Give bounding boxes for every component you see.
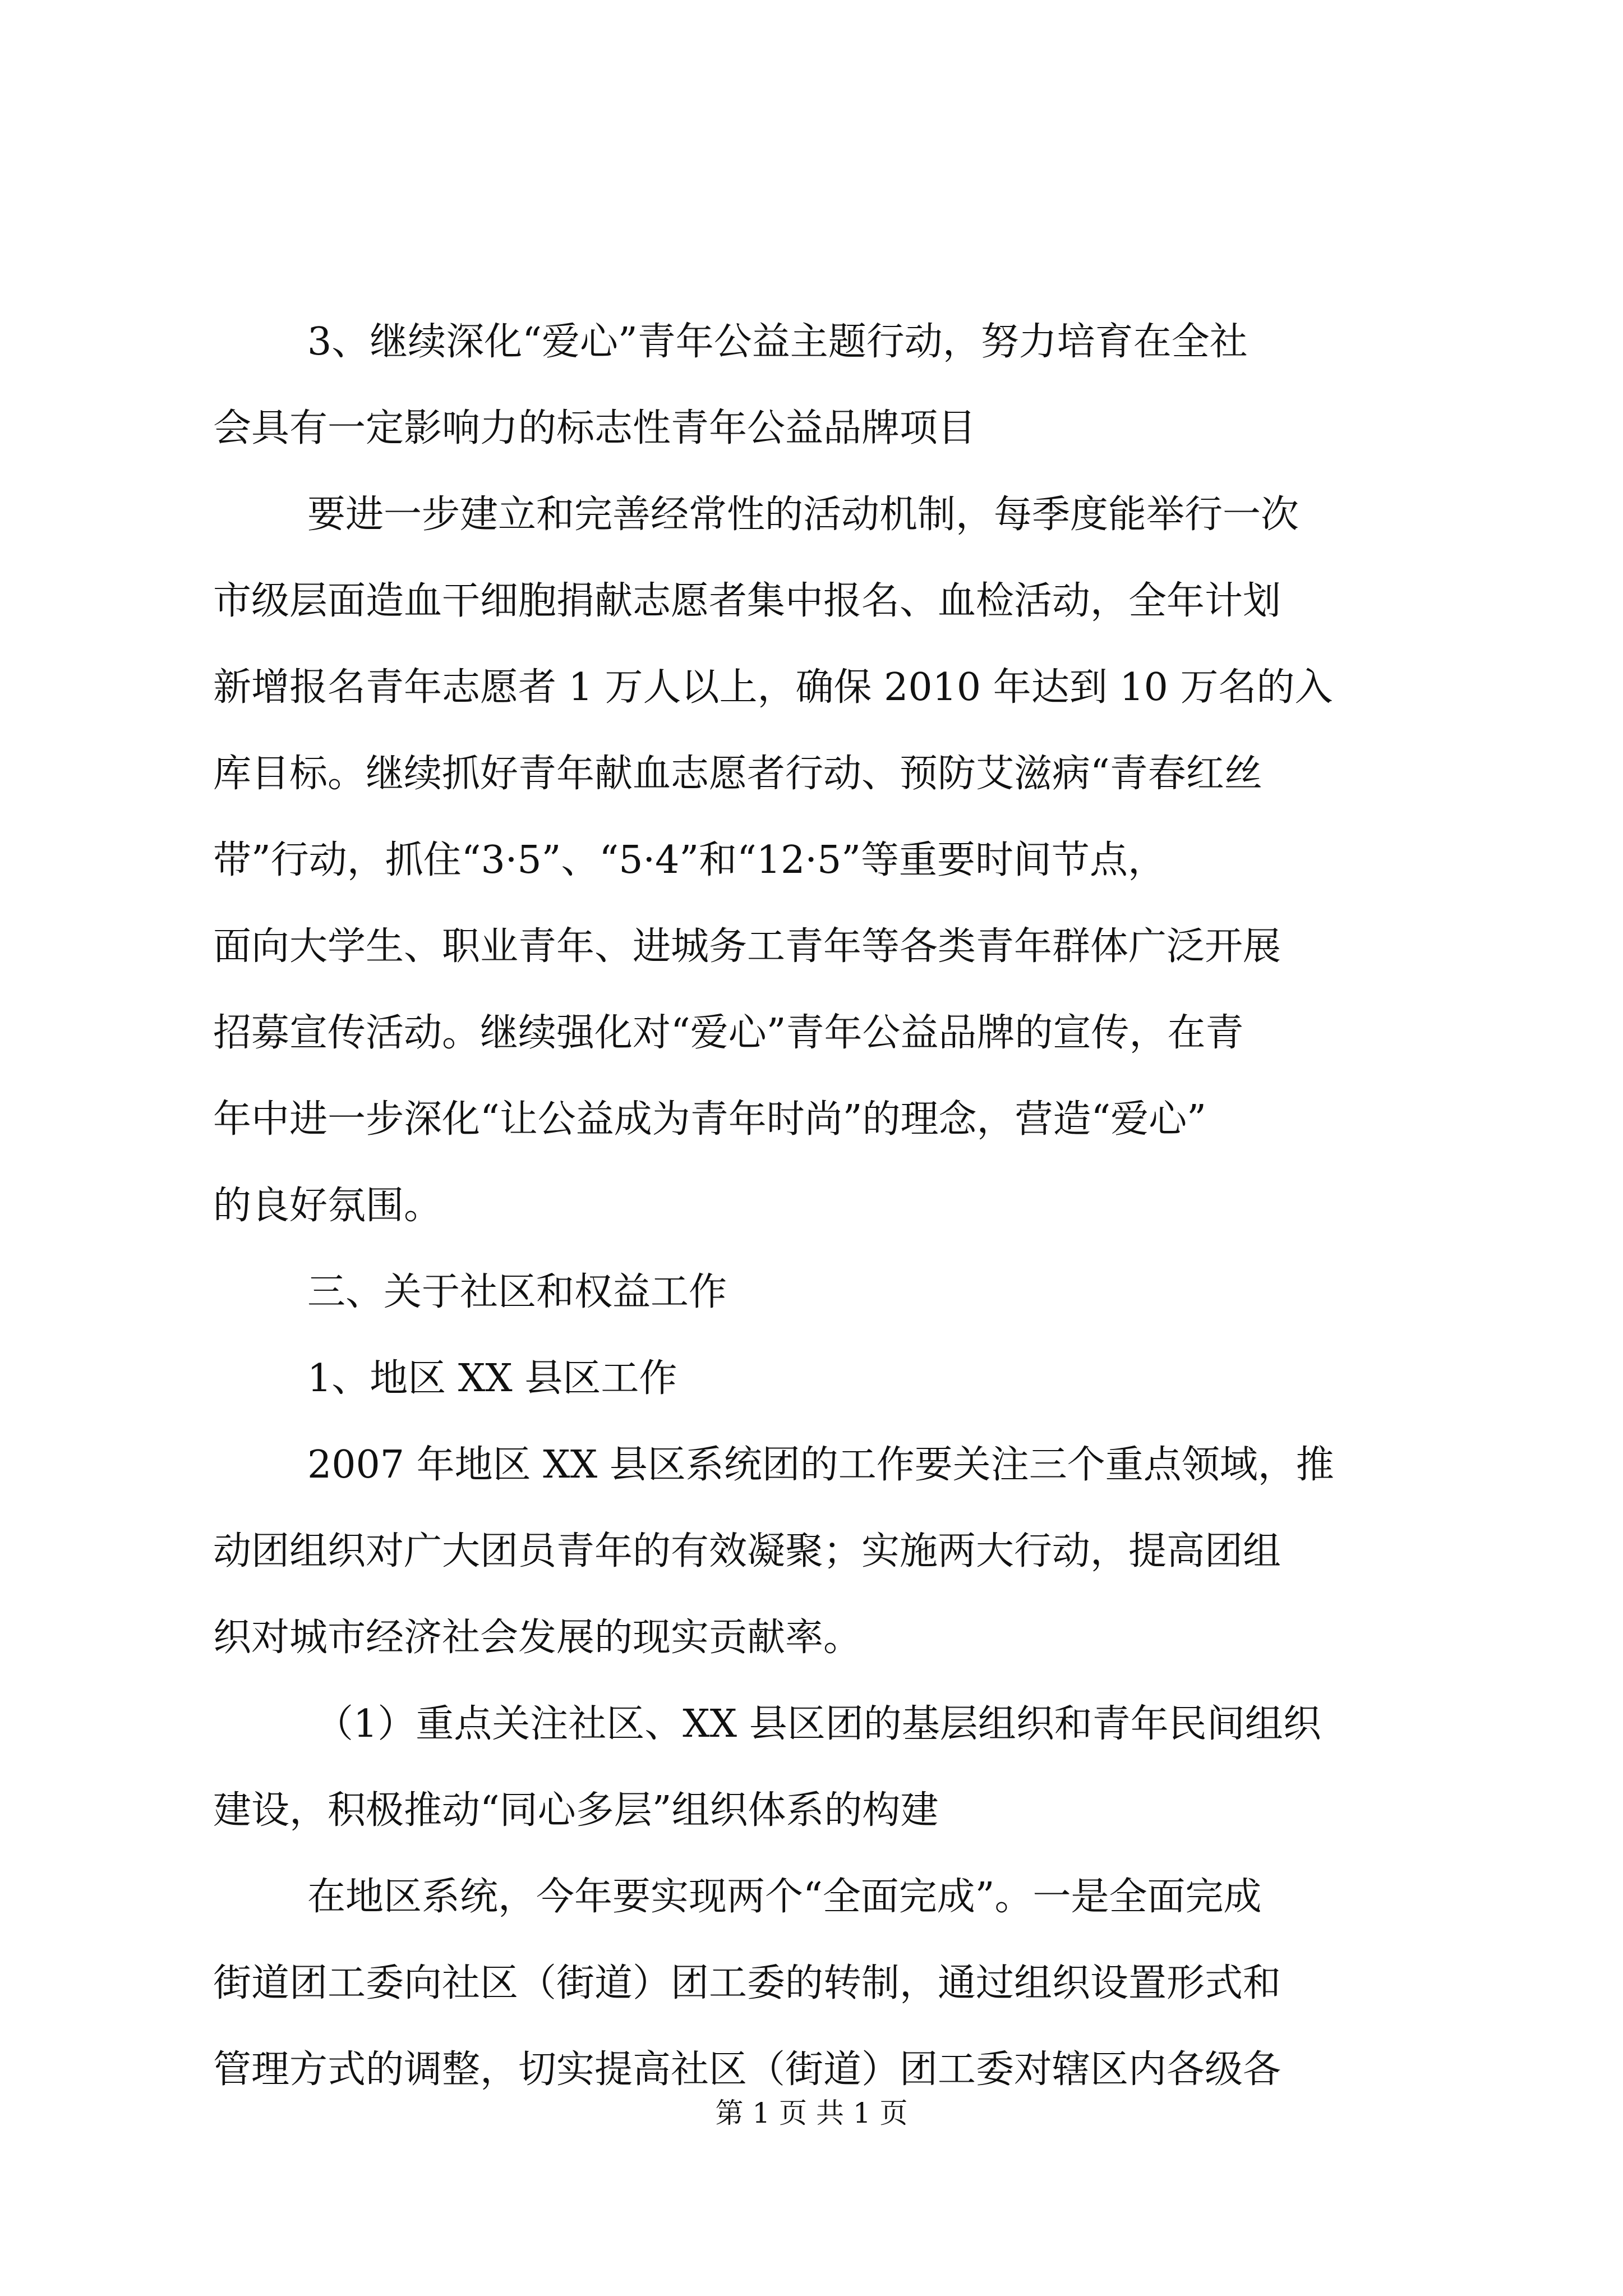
page-number-footer: 第 1 页 共 1 页 [715, 2097, 908, 2129]
text-line: 动团组织对广大团员青年的有效凝聚；实施两大行动，提高团组 [213, 1529, 1281, 1573]
text-line: 2007 年地区 XX 县区系统团的工作要关注三个重点领域，推 [307, 1443, 1334, 1487]
text-line: 会具有一定影响力的标志性青年公益品牌项目 [213, 406, 976, 450]
numbered-heading: （1）重点关注社区、XX 县区团的基层组织和青年民间组织 [315, 1702, 1321, 1746]
text-line: 3、继续深化“爱心”青年公益主题行动，努力培育在全社 [307, 320, 1248, 364]
text-line: 街道团工委向社区（街道）团工委的转制，通过组织设置形式和 [213, 1961, 1281, 2005]
text-line: 库目标。继续抓好青年献血志愿者行动、预防艾滋病“青春红丝 [213, 752, 1262, 796]
text-line: 年中进一步深化“让公益成为青年时尚”的理念，营造“爱心” [213, 1097, 1207, 1142]
section-heading: 三、关于社区和权益工作 [307, 1270, 727, 1314]
text-line: 带”行动，抓住“3·5”、“5·4”和“12·5”等重要时间节点， [213, 838, 1166, 882]
text-line: 要进一步建立和完善经常性的活动机制，每季度能举行一次 [307, 493, 1299, 537]
text-line: 的良好氛围。 [213, 1184, 442, 1228]
text-line: 招募宣传活动。继续强化对“爱心”青年公益品牌的宣传，在青 [213, 1011, 1244, 1055]
text-line: 管理方式的调整，切实提高社区（街道）团工委对辖区内各级各 [213, 2047, 1281, 2092]
text-line: 新增报名青年志愿者 1 万人以上，确保 2010 年达到 10 万名的入 [213, 665, 1333, 710]
text-line: 市级层面造血干细胞捐献志愿者集中报名、血检活动，全年计划 [213, 579, 1281, 623]
text-line: 在地区系统，今年要实现两个“全面完成”。一是全面完成 [307, 1875, 1262, 1919]
text-line: 面向大学生、职业青年、进城务工青年等各类青年群体广泛开展 [213, 924, 1281, 969]
subsection-heading: 1、地区 XX 县区工作 [307, 1356, 677, 1401]
text-line: 建设，积极推动“同心多层”组织体系的构建 [213, 1788, 939, 1833]
text-line: 织对城市经济社会发展的现实贡献率。 [213, 1616, 862, 1660]
